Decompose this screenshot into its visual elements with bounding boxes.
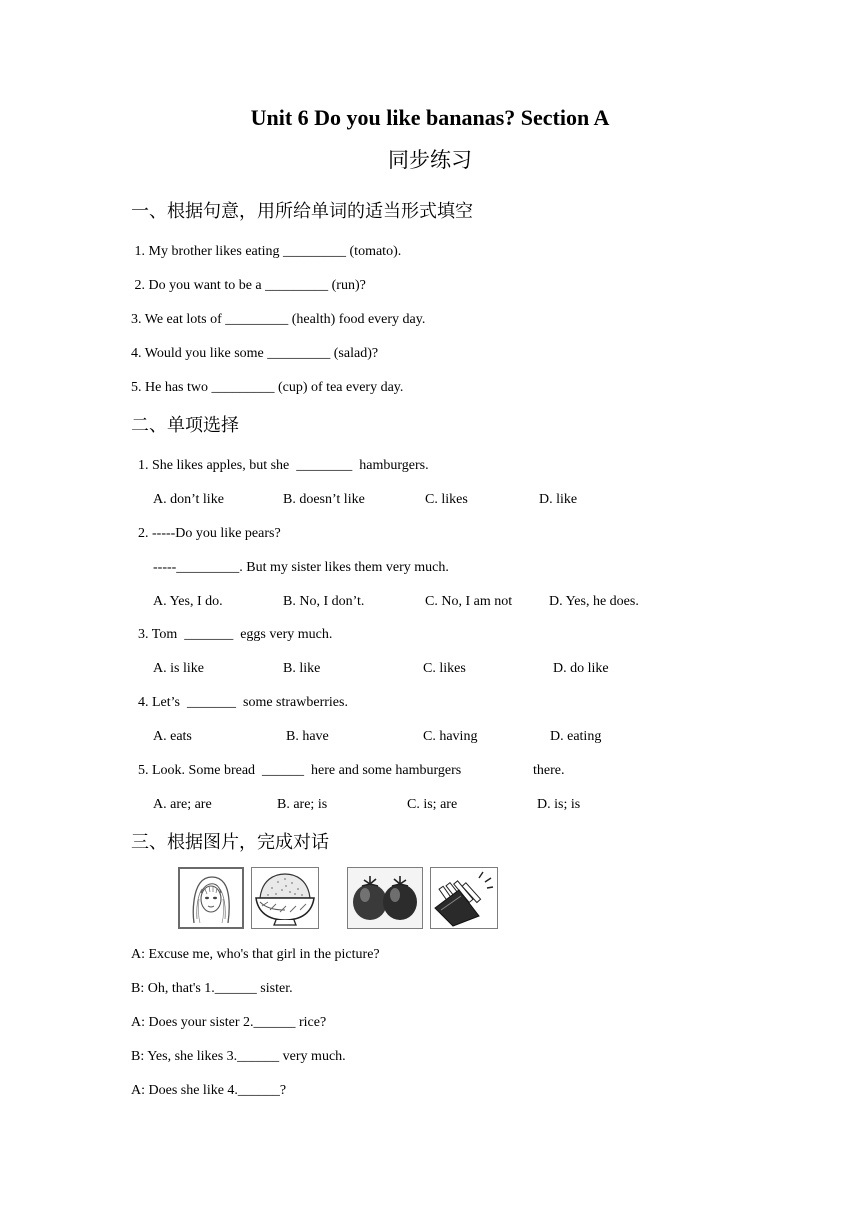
dialogue-line-1: A: Excuse me, who's that girl in the picture? xyxy=(131,947,380,962)
question-2-stem: 2. -----Do you like pears? xyxy=(138,526,281,541)
page-title: Unit 6 Do you like bananas? Section A xyxy=(250,105,610,130)
dialogue-line-5: A: Does she like 4.______? xyxy=(131,1083,287,1098)
question-4-stem: 4. Let’s _______ some strawberries. xyxy=(138,695,348,710)
section1-item-4: 4. Would you like some _________ (salad)? xyxy=(131,346,379,361)
question-3-option-d: D. do like xyxy=(553,661,609,676)
french-fries-picture xyxy=(430,867,498,929)
question-3-option-b: B. like xyxy=(283,661,321,676)
question-2-option-d: D. Yes, he does. xyxy=(549,594,639,609)
section2-heading: 二、单项选择 xyxy=(131,415,239,436)
question-2-option-a: A. Yes, I do. xyxy=(153,594,223,609)
section3-heading: 三、根据图片，完成对话 xyxy=(131,832,329,853)
section1-item-5: 5. He has two _________ (cup) of tea every day. xyxy=(131,380,404,395)
section1-item-1: 1. My brother likes eating _________ (tomato). xyxy=(131,244,402,259)
dialogue-line-2: B: Oh, that's 1.______ sister. xyxy=(131,981,293,996)
question-2-option-c: C. No, I am not xyxy=(425,594,513,609)
question-5-stem: 5. Look. Some bread ______ here and some hamburgers xyxy=(138,763,462,778)
page-subtitle: 同步练习 xyxy=(388,148,472,172)
question-4-option-d: D. eating xyxy=(550,729,602,744)
question-4-option-c: C. having xyxy=(423,729,478,744)
question-1-option-c: C. likes xyxy=(425,492,468,507)
question-5-option-a: A. are; are xyxy=(153,797,212,812)
question-1-option-a: A. don’t like xyxy=(153,492,224,507)
question-4-option-a: A. eats xyxy=(153,729,192,744)
question-2-stem-reply: -----_________. But my sister likes them very much. xyxy=(153,560,449,575)
dialogue-line-4: B: Yes, she likes 3.______ very much. xyxy=(131,1049,346,1064)
section1-item-2: 2. Do you want to be a _________ (run)? xyxy=(131,278,366,293)
section1-item-3: 3. We eat lots of _________ (health) food every day. xyxy=(131,312,426,327)
question-1-option-b: B. doesn’t like xyxy=(283,492,365,507)
girl-picture xyxy=(178,867,244,929)
question-5-option-c: C. is; are xyxy=(407,797,458,812)
dialogue-line-3: A: Does your sister 2.______ rice? xyxy=(131,1015,327,1030)
question-1-stem: 1. She likes apples, but she ________ hamburgers. xyxy=(138,458,429,473)
question-2-option-b: B. No, I don’t. xyxy=(283,594,365,609)
question-5-option-b: B. are; is xyxy=(277,797,328,812)
question-4-option-b: B. have xyxy=(286,729,329,744)
section1-heading: 一、根据句意，用所给单词的适当形式填空 xyxy=(131,201,473,222)
tomatoes-picture xyxy=(347,867,423,929)
question-5-stem-end: there. xyxy=(533,763,565,778)
question-5-option-d: D. is; is xyxy=(537,797,581,812)
question-3-option-c: C. likes xyxy=(423,661,466,676)
question-3-stem: 3. Tom _______ eggs very much. xyxy=(138,627,333,642)
question-3-option-a: A. is like xyxy=(153,661,204,676)
rice-bowl-picture xyxy=(251,867,319,929)
question-1-option-d: D. like xyxy=(539,492,578,507)
